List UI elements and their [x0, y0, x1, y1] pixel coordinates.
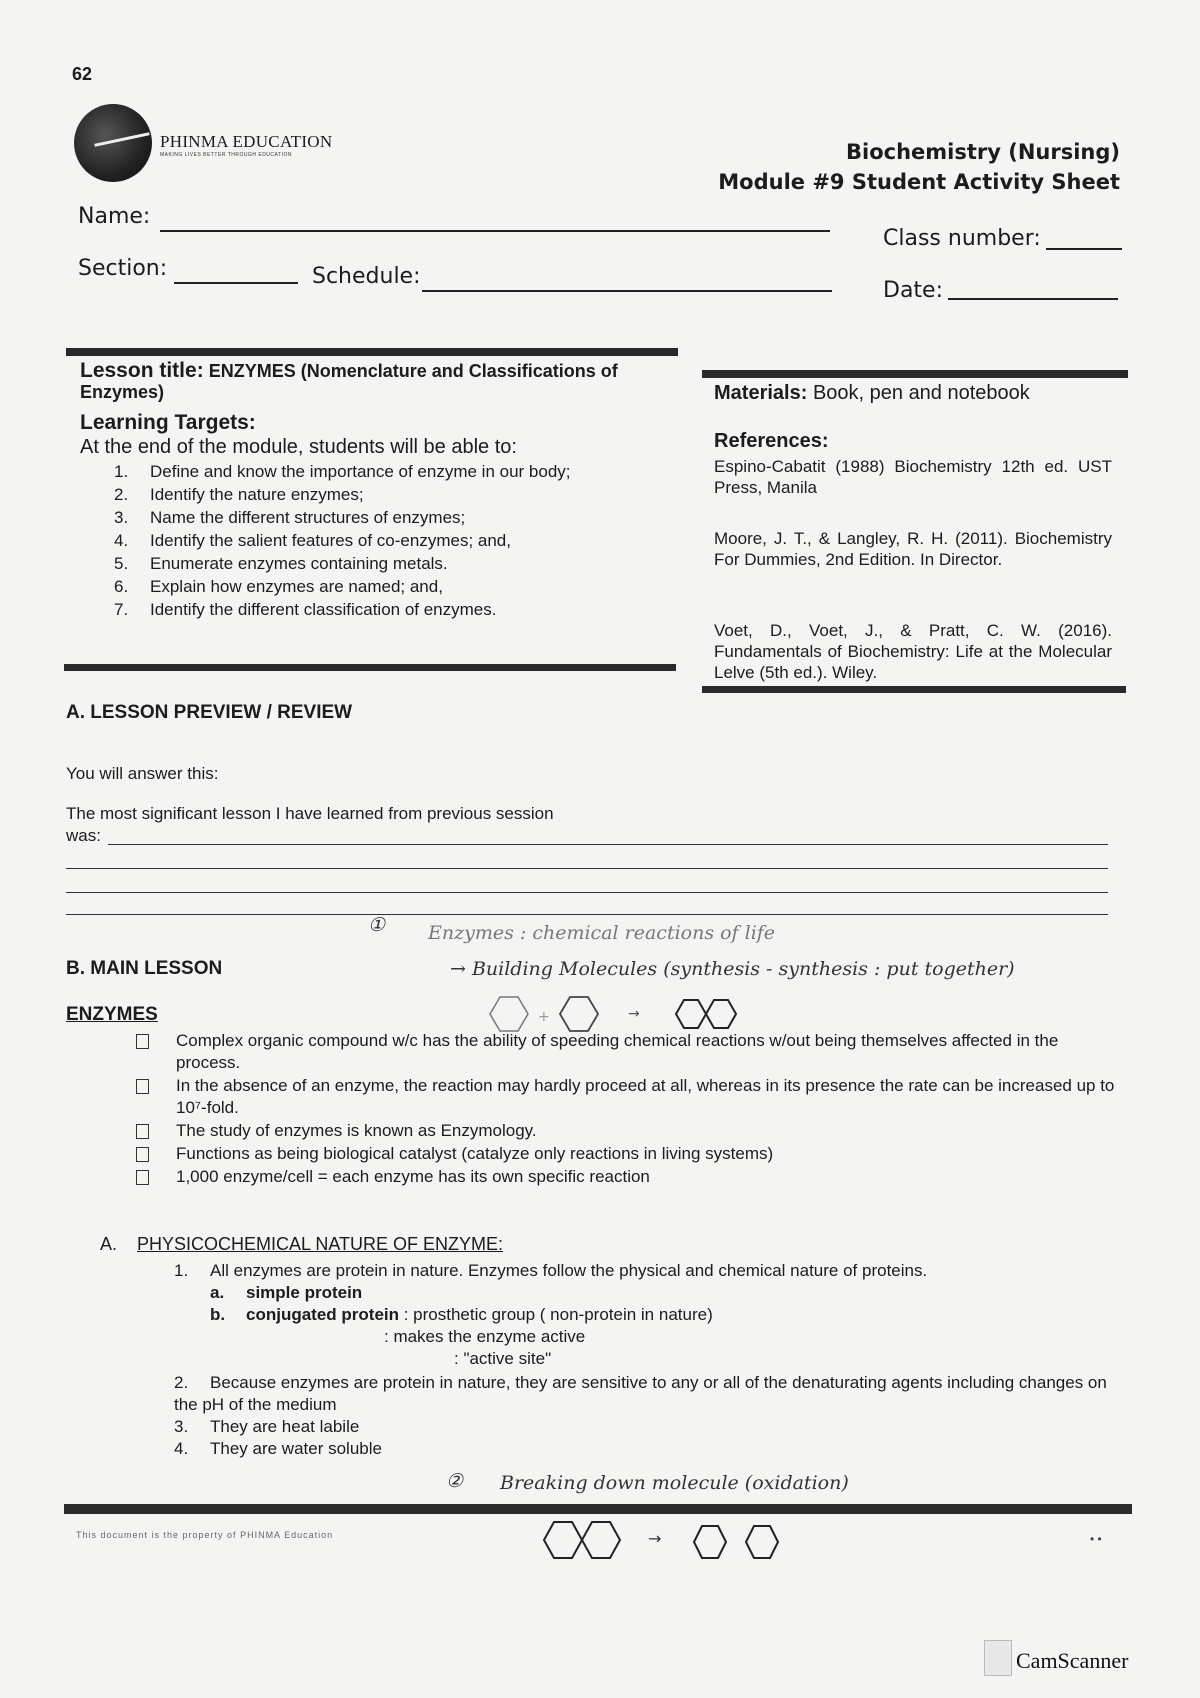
lesson-title-label: Lesson title:	[80, 359, 204, 382]
name-field[interactable]	[160, 230, 830, 232]
class-number-label: Class number:	[883, 226, 1041, 251]
svg-text:+: +	[538, 1009, 550, 1025]
enzymes-bullets	[136, 1030, 1116, 1189]
date-field[interactable]	[948, 298, 1118, 300]
section-field[interactable]	[174, 282, 298, 284]
physicochemical-list	[174, 1260, 1114, 1460]
list-item: a. simple protein	[210, 1283, 363, 1302]
footer-rule	[64, 1504, 1132, 1514]
hexagon-sketch-icon	[540, 1514, 800, 1570]
hexagon-sketch-icon	[480, 994, 780, 1034]
section-a-heading: A. LESSON PREVIEW / REVIEW	[66, 702, 353, 723]
answer-line[interactable]	[66, 914, 1108, 915]
right-bottom-rule	[702, 686, 1126, 693]
list-item: 3. They are heat labile	[174, 1417, 360, 1436]
list-item: 2. Because enzymes are protein in nature, they are sensitive to any or all of the denaturating agents including changes on the pH of the medium	[174, 1373, 1107, 1414]
physicochemical-letter: A.	[100, 1234, 118, 1254]
handwritten-note: Enzymes : chemical reactions of life	[428, 922, 776, 944]
left-top-rule	[66, 348, 678, 356]
checkbox-icon	[136, 1079, 149, 1094]
list-item: b. conjugated protein : prosthetic group ( non-protein in nature)	[210, 1305, 713, 1324]
checkbox-icon	[136, 1147, 149, 1162]
page-number: 62	[72, 64, 93, 84]
list-item: 7. Identify the different classification of enzymes.	[114, 600, 497, 619]
enzymes-heading: ENZYMES	[66, 1004, 158, 1025]
list-item: 4. They are water soluble	[174, 1439, 382, 1458]
logo-name: PHINMA EDUCATION	[160, 132, 333, 151]
list-item: Complex organic compound w/c has the ability of speeding chemical reactions w/out being themselves affected in the process.	[136, 1030, 1116, 1074]
materials	[714, 382, 1030, 405]
handwritten-note-number: ①	[368, 914, 386, 936]
learning-targets-heading: Learning Targets:	[80, 411, 256, 434]
class-number-field[interactable]	[1046, 248, 1122, 250]
answer-line[interactable]	[66, 892, 1108, 893]
svg-text:→: →	[628, 1006, 640, 1022]
course-title: Biochemistry (Nursing)	[845, 140, 1120, 164]
list-item: 1,000 enzyme/cell = each enzyme has its own specific reaction	[136, 1166, 1116, 1188]
name-label: Name:	[78, 204, 151, 229]
handwritten-note-number: ②	[446, 1470, 464, 1492]
list-item: 1. Define and know the importance of enzyme in our body;	[114, 462, 571, 481]
logo-tagline: MAKING LIVES BETTER THROUGH EDUCATION	[160, 152, 292, 158]
checkbox-icon	[136, 1124, 149, 1139]
references-heading: References:	[714, 430, 829, 452]
answer-line[interactable]	[66, 868, 1108, 869]
learning-targets-intro: At the end of the module, students will be able to:	[80, 436, 517, 458]
materials-label: Materials:	[714, 382, 808, 404]
camscanner-watermark: CamScanner	[1016, 1648, 1129, 1673]
list-item: In the absence of an enzyme, the reaction may hardly proceed at all, whereas in its presence the rate can be increased up to 10⁷-fold.	[136, 1075, 1116, 1119]
schedule-label: Schedule:	[312, 264, 421, 289]
list-item: : makes the enzyme active	[384, 1327, 586, 1346]
list-item: Functions as being biological catalyst (catalyze only reactions in living systems)	[136, 1143, 1116, 1165]
left-bottom-rule	[64, 664, 676, 671]
footer-mark: • •	[1090, 1532, 1102, 1546]
reference-1: Espino-Cabatit (1988) Biochemistry 12th ed. UST Press, Manila	[714, 457, 1112, 497]
list-item: 1. All enzymes are protein in nature. Enzymes follow the physical and chemical nature of proteins.	[174, 1261, 928, 1280]
lesson-title	[80, 360, 680, 403]
schedule-field[interactable]	[422, 290, 832, 292]
checkbox-icon	[136, 1034, 149, 1049]
lesson-title-text: ENZYMES (Nomenclature and Classifications of Enzymes)	[80, 361, 618, 402]
footer-note: This document is the property of PHINMA Education	[76, 1530, 334, 1540]
list-item: The study of enzymes is known as Enzymology.	[136, 1120, 1116, 1142]
handwritten-note: Breaking down molecule (oxidation)	[500, 1472, 849, 1494]
materials-text: Book, pen and notebook	[812, 382, 1030, 404]
section-a-prompt: You will answer this:	[66, 764, 219, 783]
physicochemical-heading	[100, 1234, 503, 1255]
list-item: : "active site"	[454, 1349, 552, 1368]
list-item: 5. Enumerate enzymes containing metals.	[114, 554, 448, 573]
list-item: 6. Explain how enzymes are named; and,	[114, 577, 443, 596]
handwritten-note: → Building Molecules (synthesis - synthesis : put together)	[450, 958, 1015, 980]
list-item: 4. Identify the salient features of co-enzymes; and,	[114, 531, 511, 550]
reference-3: Voet, D., Voet, J., & Pratt, C. W. (2016). Fundamentals of Biochemistry: Life at the Molecular Lelve (5th ed.). Wiley.	[714, 621, 1112, 682]
camscanner-icon	[984, 1640, 1012, 1676]
list-item: 3. Name the different structures of enzymes;	[114, 508, 466, 527]
section-a-question-end: was:	[66, 826, 101, 845]
learning-targets-list	[114, 460, 571, 621]
section-a-question: The most significant lesson I have learned from previous session	[66, 804, 554, 823]
section-b-heading: B. MAIN LESSON	[66, 958, 223, 979]
list-item: 2. Identify the nature enzymes;	[114, 485, 364, 504]
checkbox-icon	[136, 1170, 149, 1185]
answer-line[interactable]	[108, 844, 1108, 845]
right-top-rule	[702, 370, 1128, 378]
date-label: Date:	[883, 278, 943, 303]
reference-2: Moore, J. T., & Langley, R. H. (2011). Biochemistry For Dummies, 2nd Edition. In Director.	[714, 529, 1112, 569]
physicochemical-title: PHYSICOCHEMICAL NATURE OF ENZYME:	[137, 1234, 504, 1254]
module-title: Module #9 Student Activity Sheet	[718, 170, 1120, 194]
section-label: Section:	[78, 256, 168, 281]
phinma-logo-icon	[74, 104, 152, 182]
svg-text:→: →	[648, 1529, 662, 1548]
